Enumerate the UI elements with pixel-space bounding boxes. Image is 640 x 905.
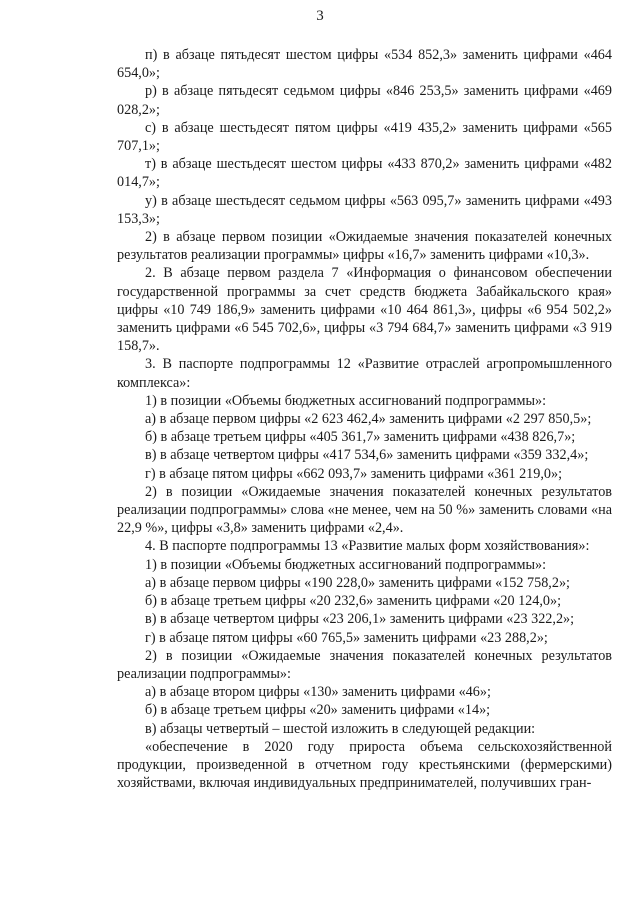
paragraph: б) в абзаце третьем цифры «405 361,7» заменить цифрами «438 826,7»; <box>145 429 576 446</box>
paragraph: г) в абзаце пятом цифры «662 093,7» заменить цифрами «361 219,0»; <box>145 465 563 482</box>
paragraph: в) в абзаце четвертом цифры «417 534,6» заменить цифрами «359 332,4»; <box>145 447 589 464</box>
paragraph: 2) в позиции «Ожидаемые значения показателей конечных результатов реализации подпрограммы» слова «не менее, чем на 50 %» заменить словами «на 22,9 %», цифры «3,8» заменить цифрами «2,4». <box>117 483 612 537</box>
paragraph: 2) в позиции «Ожидаемые значения показателей конечных результатов реализации подпрограммы»: <box>117 647 612 682</box>
paragraph: 1) в позиции «Объемы бюджетных ассигнований подпрограммы»: <box>145 392 547 409</box>
paragraph: п) в абзаце пятьдесят шестом цифры «534 852,3» заменить цифрами «464 654,0»; <box>117 47 612 82</box>
paragraph: а) в абзаце первом цифры «2 623 462,4» заменить цифрами «2 297 850,5»; <box>145 411 592 428</box>
paragraph: 4. В паспорте подпрограммы 13 «Развитие малых форм хозяйствования»: <box>145 538 590 555</box>
paragraph: б) в абзаце третьем цифры «20» заменить цифрами «14»; <box>145 702 491 719</box>
paragraph: с) в абзаце шестьдесят пятом цифры «419 435,2» заменить цифрами «565 707,1»; <box>117 119 612 155</box>
paragraph: в) в абзаце четвертом цифры «23 206,1» заменить цифрами «23 322,2»; <box>145 611 575 628</box>
document-body <box>117 46 612 792</box>
paragraph: а) в абзаце первом цифры «190 228,0» заменить цифрами «152 758,2»; <box>145 574 570 591</box>
paragraph: р) в абзаце пятьдесят седьмом цифры «846 253,5» заменить цифрами «469 028,2»; <box>117 83 612 118</box>
paragraph: г) в абзаце пятом цифры «60 765,5» заменить цифрами «23 288,2»; <box>145 629 548 646</box>
paragraph: у) в абзаце шестьдесят седьмом цифры «563 095,7» заменить цифрами «493 153,3»; <box>117 192 612 227</box>
paragraph: 2) в абзаце первом позиции «Ожидаемые значения показателей конечных результатов реализации программы» цифры «16,7» заменить цифрами «10,3». <box>117 229 612 264</box>
paragraph: 3. В паспорте подпрограммы 12 «Развитие отраслей агропромышленного комплекса»: <box>117 356 612 391</box>
paragraph: «обеспечение в 2020 году прироста объема сельскохозяйственной продукции, произведенной в отчетном году крестьянскими (фермерскими) хозяйствами, включая индивидуальных предпринимателей, получивших гран- <box>117 738 612 792</box>
paragraph: а) в абзаце втором цифры «130» заменить цифрами «46»; <box>145 684 491 701</box>
paragraph: в) абзацы четвертый – шестой изложить в следующей редакции: <box>145 720 536 737</box>
paragraph: т) в абзаце шестьдесят шестом цифры «433 870,2» заменить цифрами «482 014,7»; <box>117 156 612 191</box>
page-number: 3 <box>316 8 324 24</box>
paragraph: 1) в позиции «Объемы бюджетных ассигнований подпрограммы»: <box>145 556 547 573</box>
paragraph: б) в абзаце третьем цифры «20 232,6» заменить цифрами «20 124,0»; <box>145 593 562 610</box>
paragraph: 2. В абзаце первом раздела 7 «Информация о финансовом обеспечении государственной программы за счет средств бюджета Забайкальского края» цифры «10 749 186,9» заменить цифрами «10 464 861,3», цифры «6 954 502,2» заменить цифрами «6 545 702,6», цифры «3 794 684,7» заменить цифрами «3 919 158,7». <box>117 265 612 355</box>
